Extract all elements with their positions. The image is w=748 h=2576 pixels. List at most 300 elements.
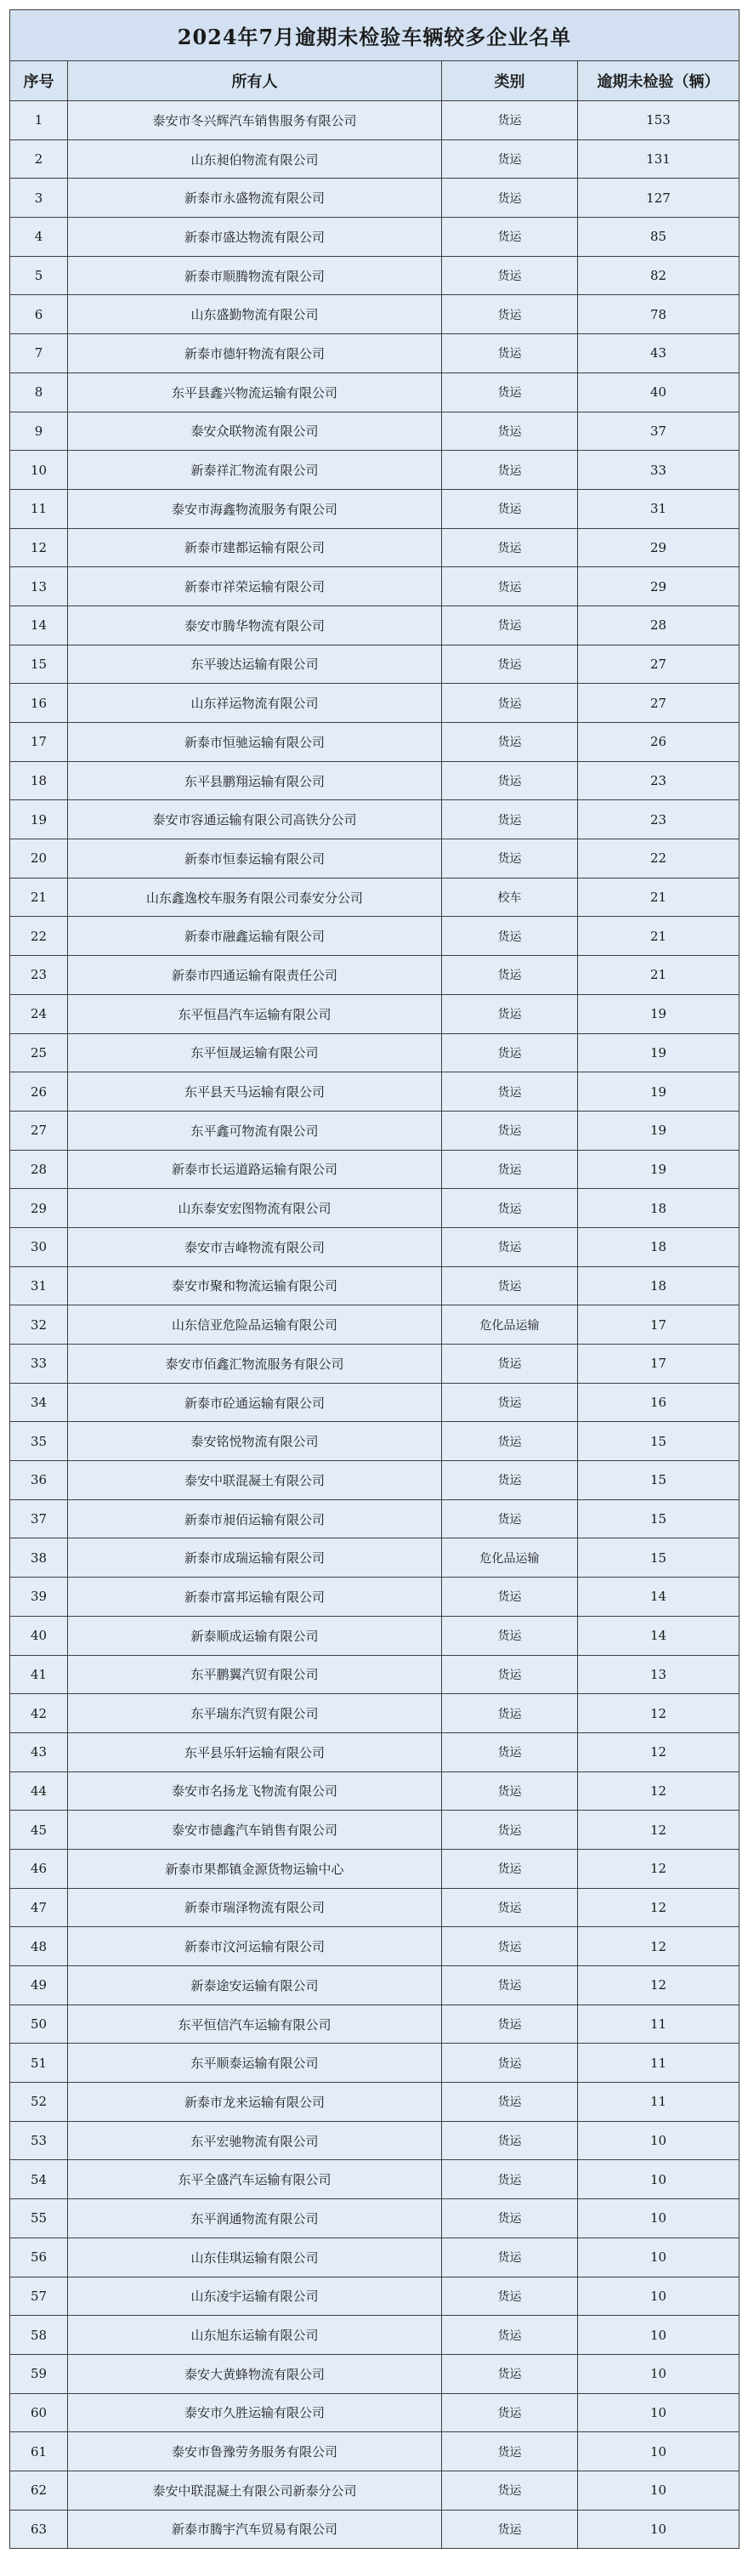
cell-type: 危化品运输 <box>442 1305 578 1345</box>
cell-count: 33 <box>578 451 740 490</box>
table-row <box>10 2083 740 2122</box>
cell-owner: 新泰祥汇物流有限公司 <box>68 451 442 490</box>
cell-owner: 东平县鑫兴物流运输有限公司 <box>68 372 442 412</box>
cell-index: 50 <box>10 2005 68 2044</box>
table-row <box>10 1849 740 1888</box>
cell-index: 59 <box>10 2354 68 2393</box>
cell-type: 货运 <box>442 528 578 567</box>
cell-count: 29 <box>578 528 740 567</box>
cell-owner: 山东信亚危险品运输有限公司 <box>68 1305 442 1345</box>
table-row <box>10 1033 740 1072</box>
cell-count: 10 <box>578 2160 740 2199</box>
cell-owner: 山东鑫逸校车服务有限公司泰安分公司 <box>68 878 442 917</box>
cell-index: 7 <box>10 334 68 373</box>
cell-index: 49 <box>10 1966 68 2005</box>
cell-index: 45 <box>10 1811 68 1850</box>
cell-count: 12 <box>578 1927 740 1966</box>
cell-type: 货运 <box>442 1616 578 1655</box>
cell-index: 39 <box>10 1578 68 1617</box>
cell-owner: 新泰市富邦运输有限公司 <box>68 1578 442 1617</box>
cell-type: 货运 <box>442 2471 578 2510</box>
table-row <box>10 761 740 800</box>
table-body <box>10 101 740 2549</box>
cell-owner: 山东盛勤物流有限公司 <box>68 295 442 334</box>
cell-index: 44 <box>10 1771 68 1811</box>
cell-owner: 山东祥运物流有限公司 <box>68 684 442 723</box>
cell-count: 10 <box>578 2393 740 2432</box>
cell-owner: 新泰市盛达物流有限公司 <box>68 218 442 257</box>
cell-index: 32 <box>10 1305 68 1345</box>
cell-count: 18 <box>578 1266 740 1305</box>
cell-type: 货运 <box>442 1383 578 1422</box>
cell-owner: 新泰途安运输有限公司 <box>68 1966 442 2005</box>
table-row <box>10 179 740 218</box>
cell-owner: 东平骏达运输有限公司 <box>68 645 442 684</box>
cell-owner: 泰安市海鑫物流服务有限公司 <box>68 489 442 528</box>
cell-index: 58 <box>10 2316 68 2355</box>
cell-index: 18 <box>10 761 68 800</box>
cell-type: 校车 <box>442 878 578 917</box>
cell-owner: 新泰市果都镇金源货物运输中心 <box>68 1849 442 1888</box>
cell-type: 货运 <box>442 2083 578 2122</box>
cell-index: 55 <box>10 2199 68 2238</box>
cell-type: 货运 <box>442 2393 578 2432</box>
cell-index: 40 <box>10 1616 68 1655</box>
cell-index: 4 <box>10 218 68 257</box>
table-row <box>10 2005 740 2044</box>
cell-index: 29 <box>10 1189 68 1228</box>
table-row <box>10 1111 740 1150</box>
cell-count: 11 <box>578 2005 740 2044</box>
cell-type: 货运 <box>442 2354 578 2393</box>
header-count: 逾期未检验（辆） <box>578 61 740 101</box>
cell-index: 54 <box>10 2160 68 2199</box>
cell-count: 85 <box>578 218 740 257</box>
cell-type: 货运 <box>442 1655 578 1694</box>
cell-count: 27 <box>578 684 740 723</box>
cell-owner: 新泰市建都运输有限公司 <box>68 528 442 567</box>
table-row <box>10 372 740 412</box>
cell-owner: 新泰市龙来运输有限公司 <box>68 2083 442 2122</box>
table-row <box>10 1189 740 1228</box>
cell-owner: 东平恒昌汽车运输有限公司 <box>68 994 442 1033</box>
header-type: 类别 <box>442 61 578 101</box>
cell-type: 货运 <box>442 956 578 995</box>
cell-type: 货运 <box>442 1461 578 1500</box>
cell-count: 37 <box>578 412 740 451</box>
table-row <box>10 1888 740 1927</box>
table-row <box>10 994 740 1033</box>
table-row <box>10 1150 740 1189</box>
cell-index: 46 <box>10 1849 68 1888</box>
cell-type: 货运 <box>442 1150 578 1189</box>
cell-type: 货运 <box>442 1771 578 1811</box>
cell-count: 17 <box>578 1305 740 1345</box>
cell-type: 货运 <box>442 2432 578 2471</box>
cell-owner: 东平瑞东汽贸有限公司 <box>68 1694 442 1733</box>
table-row <box>10 218 740 257</box>
table-row <box>10 2044 740 2083</box>
table-row <box>10 645 740 684</box>
cell-owner: 东平县鹏翔运输有限公司 <box>68 761 442 800</box>
cell-index: 47 <box>10 1888 68 1927</box>
cell-type: 货运 <box>442 2238 578 2277</box>
cell-count: 15 <box>578 1499 740 1538</box>
cell-owner: 泰安众联物流有限公司 <box>68 412 442 451</box>
cell-type: 货运 <box>442 218 578 257</box>
table-row <box>10 528 740 567</box>
cell-count: 31 <box>578 489 740 528</box>
cell-owner: 新泰市成瑞运输有限公司 <box>68 1538 442 1578</box>
cell-index: 42 <box>10 1694 68 1733</box>
cell-type: 货运 <box>442 1811 578 1850</box>
cell-type: 货运 <box>442 295 578 334</box>
cell-type: 货运 <box>442 101 578 140</box>
table-row <box>10 139 740 179</box>
cell-count: 16 <box>578 1383 740 1422</box>
cell-count: 26 <box>578 723 740 762</box>
cell-index: 48 <box>10 1927 68 1966</box>
cell-index: 38 <box>10 1538 68 1578</box>
cell-type: 危化品运输 <box>442 1538 578 1578</box>
cell-index: 41 <box>10 1655 68 1694</box>
cell-type: 货运 <box>442 1422 578 1461</box>
cell-type: 货运 <box>442 2199 578 2238</box>
cell-count: 18 <box>578 1227 740 1266</box>
cell-owner: 东平顺泰运输有限公司 <box>68 2044 442 2083</box>
header-owner: 所有人 <box>68 61 442 101</box>
cell-index: 36 <box>10 1461 68 1500</box>
cell-count: 19 <box>578 994 740 1033</box>
cell-type: 货运 <box>442 1266 578 1305</box>
table-row <box>10 1732 740 1771</box>
table-row <box>10 1422 740 1461</box>
table-row <box>10 1771 740 1811</box>
cell-type: 货运 <box>442 839 578 879</box>
cell-type: 货运 <box>442 179 578 218</box>
cell-count: 12 <box>578 1966 740 2005</box>
table-row <box>10 451 740 490</box>
cell-count: 10 <box>578 2277 740 2316</box>
cell-owner: 山东昶伯物流有限公司 <box>68 139 442 179</box>
cell-type: 货运 <box>442 2510 578 2549</box>
cell-index: 51 <box>10 2044 68 2083</box>
table-row <box>10 606 740 645</box>
cell-type: 货运 <box>442 451 578 490</box>
cell-owner: 新泰市德轩物流有限公司 <box>68 334 442 373</box>
cell-type: 货运 <box>442 1694 578 1733</box>
header-index: 序号 <box>10 61 68 101</box>
cell-count: 12 <box>578 1811 740 1850</box>
table-row <box>10 839 740 879</box>
table-row <box>10 2393 740 2432</box>
cell-type: 货运 <box>442 684 578 723</box>
cell-count: 12 <box>578 1771 740 1811</box>
table-row <box>10 2199 740 2238</box>
cell-owner: 东平宏驰物流有限公司 <box>68 2121 442 2160</box>
cell-index: 34 <box>10 1383 68 1422</box>
cell-type: 货运 <box>442 917 578 956</box>
cell-owner: 东平鑫可物流有限公司 <box>68 1111 442 1150</box>
cell-index: 30 <box>10 1227 68 1266</box>
cell-count: 131 <box>578 139 740 179</box>
cell-owner: 泰安中联混凝土有限公司 <box>68 1461 442 1500</box>
cell-type: 货运 <box>442 1927 578 1966</box>
table-row <box>10 1266 740 1305</box>
cell-count: 10 <box>578 2238 740 2277</box>
cell-owner: 泰安市腾华物流有限公司 <box>68 606 442 645</box>
cell-count: 14 <box>578 1616 740 1655</box>
cell-count: 10 <box>578 2199 740 2238</box>
cell-index: 16 <box>10 684 68 723</box>
cell-count: 153 <box>578 101 740 140</box>
cell-owner: 新泰顺成运输有限公司 <box>68 1616 442 1655</box>
cell-index: 37 <box>10 1499 68 1538</box>
table-row <box>10 2238 740 2277</box>
cell-owner: 泰安市鲁豫劳务服务有限公司 <box>68 2432 442 2471</box>
overdue-vehicle-table <box>9 9 740 2549</box>
cell-type: 货运 <box>442 139 578 179</box>
table-row <box>10 2160 740 2199</box>
cell-count: 10 <box>578 2316 740 2355</box>
table-row <box>10 2432 740 2471</box>
cell-type: 货运 <box>442 2160 578 2199</box>
cell-count: 40 <box>578 372 740 412</box>
cell-type: 货运 <box>442 1227 578 1266</box>
cell-owner: 新泰市顺腾物流有限公司 <box>68 256 442 295</box>
cell-owner: 山东泰安宏图物流有限公司 <box>68 1189 442 1228</box>
table-row <box>10 723 740 762</box>
cell-index: 31 <box>10 1266 68 1305</box>
cell-index: 53 <box>10 2121 68 2160</box>
cell-count: 11 <box>578 2083 740 2122</box>
cell-owner: 新泰市砼通运输有限公司 <box>68 1383 442 1422</box>
cell-owner: 新泰市恒泰运输有限公司 <box>68 839 442 879</box>
cell-type: 货运 <box>442 606 578 645</box>
table-row <box>10 2471 740 2510</box>
cell-index: 17 <box>10 723 68 762</box>
cell-count: 18 <box>578 1189 740 1228</box>
table-row <box>10 1072 740 1112</box>
cell-count: 19 <box>578 1033 740 1072</box>
cell-count: 21 <box>578 878 740 917</box>
cell-owner: 新泰市长运道路运输有限公司 <box>68 1150 442 1189</box>
cell-index: 24 <box>10 994 68 1033</box>
cell-type: 货运 <box>442 334 578 373</box>
cell-type: 货运 <box>442 2044 578 2083</box>
cell-index: 15 <box>10 645 68 684</box>
cell-index: 14 <box>10 606 68 645</box>
cell-count: 10 <box>578 2432 740 2471</box>
cell-index: 43 <box>10 1732 68 1771</box>
table-row <box>10 1538 740 1578</box>
cell-index: 9 <box>10 412 68 451</box>
cell-owner: 泰安市冬兴辉汽车销售服务有限公司 <box>68 101 442 140</box>
cell-type: 货运 <box>442 1499 578 1538</box>
table-row <box>10 1383 740 1422</box>
cell-count: 12 <box>578 1849 740 1888</box>
cell-index: 13 <box>10 567 68 606</box>
cell-type: 货运 <box>442 2316 578 2355</box>
cell-count: 29 <box>578 567 740 606</box>
cell-count: 10 <box>578 2354 740 2393</box>
table-row <box>10 1694 740 1733</box>
cell-index: 62 <box>10 2471 68 2510</box>
cell-index: 19 <box>10 800 68 839</box>
table-row <box>10 256 740 295</box>
cell-owner: 泰安铭悦物流有限公司 <box>68 1422 442 1461</box>
cell-type: 货运 <box>442 1888 578 1927</box>
cell-type: 货运 <box>442 761 578 800</box>
cell-type: 货运 <box>442 1732 578 1771</box>
cell-owner: 泰安市德鑫汽车销售有限公司 <box>68 1811 442 1850</box>
cell-owner: 泰安市聚和物流运输有限公司 <box>68 1266 442 1305</box>
cell-count: 23 <box>578 800 740 839</box>
cell-index: 8 <box>10 372 68 412</box>
cell-owner: 新泰市融鑫运输有限公司 <box>68 917 442 956</box>
title-row <box>10 10 740 61</box>
cell-owner: 东平县乐轩运输有限公司 <box>68 1732 442 1771</box>
cell-type: 货运 <box>442 567 578 606</box>
cell-type: 货运 <box>442 1966 578 2005</box>
table-row <box>10 956 740 995</box>
table-row <box>10 1616 740 1655</box>
cell-type: 货运 <box>442 412 578 451</box>
table-row <box>10 567 740 606</box>
cell-type: 货运 <box>442 1072 578 1112</box>
cell-index: 52 <box>10 2083 68 2122</box>
cell-count: 82 <box>578 256 740 295</box>
cell-owner: 泰安市吉峰物流有限公司 <box>68 1227 442 1266</box>
cell-owner: 泰安大黄蜂物流有限公司 <box>68 2354 442 2393</box>
table-row <box>10 1345 740 1384</box>
table-row <box>10 2510 740 2549</box>
cell-type: 货运 <box>442 994 578 1033</box>
cell-owner: 东平全盛汽车运输有限公司 <box>68 2160 442 2199</box>
cell-index: 20 <box>10 839 68 879</box>
cell-type: 货运 <box>442 1111 578 1150</box>
cell-owner: 新泰市祥荣运输有限公司 <box>68 567 442 606</box>
table-row <box>10 2354 740 2393</box>
cell-owner: 新泰市四通运输有限责任公司 <box>68 956 442 995</box>
cell-type: 货运 <box>442 2005 578 2044</box>
cell-count: 13 <box>578 1655 740 1694</box>
table-row <box>10 101 740 140</box>
table-row <box>10 2121 740 2160</box>
cell-type: 货运 <box>442 256 578 295</box>
cell-index: 5 <box>10 256 68 295</box>
cell-owner: 泰安市佰鑫汇物流服务有限公司 <box>68 1345 442 1384</box>
cell-type: 货运 <box>442 723 578 762</box>
cell-owner: 东平县天马运输有限公司 <box>68 1072 442 1112</box>
cell-count: 10 <box>578 2121 740 2160</box>
cell-owner: 东平润通物流有限公司 <box>68 2199 442 2238</box>
cell-owner: 山东旭东运输有限公司 <box>68 2316 442 2355</box>
cell-index: 26 <box>10 1072 68 1112</box>
cell-count: 27 <box>578 645 740 684</box>
cell-count: 10 <box>578 2510 740 2549</box>
table-row <box>10 1305 740 1345</box>
cell-index: 10 <box>10 451 68 490</box>
cell-index: 28 <box>10 1150 68 1189</box>
table-row <box>10 1499 740 1538</box>
cell-index: 2 <box>10 139 68 179</box>
cell-type: 货运 <box>442 2277 578 2316</box>
cell-owner: 新泰市腾宇汽车贸易有限公司 <box>68 2510 442 2549</box>
table-row <box>10 1811 740 1850</box>
cell-owner: 东平鹏翼汽贸有限公司 <box>68 1655 442 1694</box>
table-row <box>10 878 740 917</box>
cell-index: 57 <box>10 2277 68 2316</box>
table-row <box>10 1227 740 1266</box>
cell-index: 56 <box>10 2238 68 2277</box>
cell-index: 23 <box>10 956 68 995</box>
cell-owner: 山东凌宇运输有限公司 <box>68 2277 442 2316</box>
table-row <box>10 1461 740 1500</box>
table-row <box>10 2316 740 2355</box>
cell-count: 28 <box>578 606 740 645</box>
cell-count: 21 <box>578 917 740 956</box>
cell-count: 23 <box>578 761 740 800</box>
cell-index: 21 <box>10 878 68 917</box>
cell-owner: 泰安市容通运输有限公司高铁分公司 <box>68 800 442 839</box>
cell-owner: 泰安市久胜运输有限公司 <box>68 2393 442 2432</box>
cell-type: 货运 <box>442 1849 578 1888</box>
cell-count: 10 <box>578 2471 740 2510</box>
table-title: 2024年7月逾期未检验车辆较多企业名单 <box>10 10 740 61</box>
table-row <box>10 1927 740 1966</box>
cell-count: 15 <box>578 1422 740 1461</box>
table-row <box>10 1578 740 1617</box>
cell-count: 127 <box>578 179 740 218</box>
table-row <box>10 2277 740 2316</box>
cell-index: 33 <box>10 1345 68 1384</box>
cell-owner: 新泰市瑞泽物流有限公司 <box>68 1888 442 1927</box>
table-row <box>10 800 740 839</box>
header-row <box>10 61 740 101</box>
cell-index: 27 <box>10 1111 68 1150</box>
cell-type: 货运 <box>442 1033 578 1072</box>
cell-count: 12 <box>578 1694 740 1733</box>
cell-owner: 新泰市永盛物流有限公司 <box>68 179 442 218</box>
cell-index: 12 <box>10 528 68 567</box>
cell-index: 22 <box>10 917 68 956</box>
table-row <box>10 1966 740 2005</box>
cell-owner: 泰安中联混凝土有限公司新泰分公司 <box>68 2471 442 2510</box>
cell-index: 35 <box>10 1422 68 1461</box>
cell-type: 货运 <box>442 645 578 684</box>
cell-count: 21 <box>578 956 740 995</box>
cell-owner: 新泰市汶河运输有限公司 <box>68 1927 442 1966</box>
table-row <box>10 295 740 334</box>
table-row <box>10 917 740 956</box>
cell-index: 6 <box>10 295 68 334</box>
cell-type: 货运 <box>442 800 578 839</box>
cell-owner: 泰安市名扬龙飞物流有限公司 <box>68 1771 442 1811</box>
cell-count: 22 <box>578 839 740 879</box>
cell-owner: 东平恒信汽车运输有限公司 <box>68 2005 442 2044</box>
table-row <box>10 684 740 723</box>
cell-count: 19 <box>578 1111 740 1150</box>
cell-count: 14 <box>578 1578 740 1617</box>
cell-index: 25 <box>10 1033 68 1072</box>
cell-index: 63 <box>10 2510 68 2549</box>
table-row <box>10 489 740 528</box>
cell-owner: 山东佳琪运输有限公司 <box>68 2238 442 2277</box>
cell-index: 11 <box>10 489 68 528</box>
cell-count: 15 <box>578 1538 740 1578</box>
cell-count: 19 <box>578 1072 740 1112</box>
